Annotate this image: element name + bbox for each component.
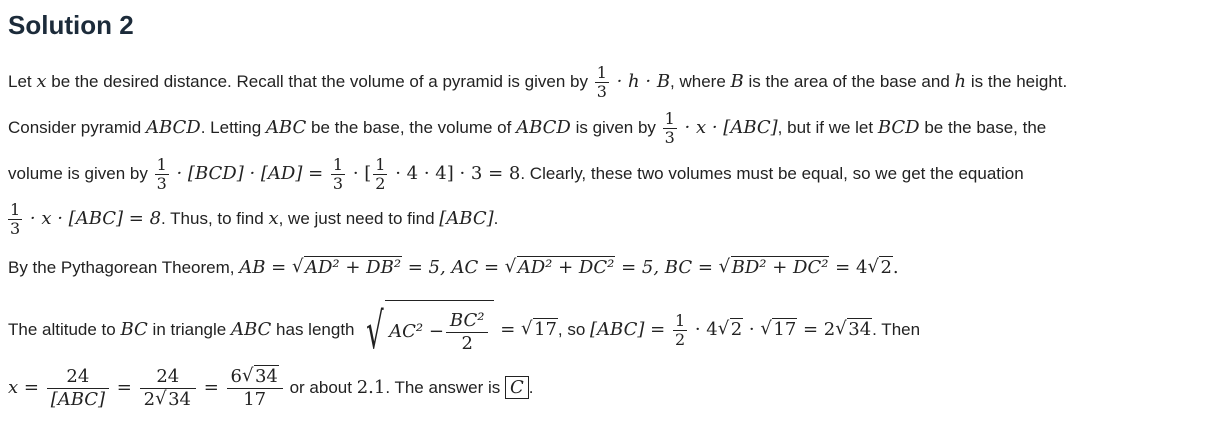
fraction-numerator: 1	[664, 109, 675, 128]
fraction	[227, 366, 283, 411]
fraction-numerator: BC²	[446, 310, 489, 333]
math-expr: ABC	[265, 116, 307, 138]
square-root	[835, 317, 872, 340]
text: is the area of the base and	[743, 71, 955, 91]
solution-heading: Solution 2	[8, 10, 134, 40]
math-expr: 2.1	[356, 377, 386, 398]
text: , but if we let	[777, 117, 878, 137]
fraction-denominator: 3	[664, 128, 675, 147]
fraction	[595, 64, 609, 101]
radical-sign: √	[760, 317, 772, 339]
math-expr: · 4 · 4] · 3 = 8	[389, 162, 521, 184]
radical-sign: √	[718, 256, 731, 277]
math-expr: ABCD	[516, 116, 571, 138]
math-expr: · [BCD] · [AD] =	[170, 162, 329, 184]
text: . Clearly, these two volumes must be equal, so we get the equation	[520, 163, 1024, 183]
answer-box: C	[505, 376, 529, 399]
text: or about	[284, 378, 357, 397]
text: . The answer is	[385, 378, 506, 397]
fraction-numerator: 24	[47, 366, 109, 389]
text: volume is given by	[8, 163, 153, 183]
text: The altitude to	[8, 319, 121, 339]
coefficient: 2	[143, 389, 156, 411]
radicand: 17	[773, 318, 797, 340]
math-expr: · h · B	[610, 70, 671, 92]
math-expr: BCD	[877, 116, 920, 138]
math-expr: =	[494, 318, 521, 340]
radicand: 34	[168, 389, 191, 411]
math-expr: [ABC] =	[590, 318, 671, 340]
fraction	[155, 156, 169, 193]
radical-sign: √	[521, 317, 533, 339]
text-line-4	[8, 201, 498, 238]
fraction-numerator	[227, 366, 283, 389]
square-root	[292, 258, 402, 278]
math-expr: [ABC]	[439, 207, 494, 229]
text-line-6	[8, 300, 920, 360]
math-expr: · 4	[689, 318, 718, 340]
fraction-denominator	[140, 389, 196, 411]
radical-sign: √	[504, 256, 517, 277]
fraction	[373, 156, 387, 193]
fraction-numerator: 1	[156, 155, 167, 174]
fraction-numerator: 1	[332, 155, 344, 174]
square-root	[521, 317, 558, 340]
radical-sign: √	[155, 388, 167, 410]
math-expr: =	[111, 377, 138, 398]
text: be the desired distance. Recall that the volume of a pyramid is given by	[46, 71, 593, 91]
fraction-denominator: 2	[375, 174, 386, 193]
math-expr: x =	[8, 377, 45, 398]
text: Consider pyramid	[8, 117, 146, 137]
math-expr: ABC	[230, 318, 272, 340]
text: is the height.	[966, 71, 1068, 91]
text: .	[493, 208, 499, 228]
math-expr: · [	[347, 162, 372, 184]
text: in triangle	[147, 319, 231, 339]
radicand: BD² + DC²	[731, 257, 829, 278]
math-var: x	[36, 70, 47, 92]
text-line-2	[8, 110, 1046, 147]
text: , where	[670, 71, 731, 91]
math-expr: = 5, AC =	[402, 257, 505, 278]
math-var: x	[268, 207, 279, 229]
square-root	[359, 300, 494, 361]
math-expr: = 4	[829, 257, 868, 278]
square-root	[867, 258, 892, 278]
radical-sign: √	[241, 365, 254, 387]
math-expr: · x · [ABC]	[678, 116, 778, 138]
text-line-5	[8, 258, 899, 278]
math-expr: AB =	[239, 257, 292, 278]
text: By the Pythagorean Theorem,	[8, 258, 240, 277]
radical-sign: √	[867, 256, 879, 277]
math-expr: AC² −	[389, 321, 444, 342]
text: . Letting	[200, 117, 266, 137]
radicand: 34	[848, 318, 872, 340]
fraction	[446, 310, 489, 355]
math-var: B	[730, 70, 744, 92]
radical-sign: √	[835, 317, 847, 339]
text: , we just need to find	[278, 208, 440, 228]
fraction	[47, 366, 109, 411]
fraction-denominator: 3	[156, 174, 167, 193]
fraction-denominator: 3	[332, 174, 344, 193]
fraction-numerator: 1	[596, 63, 607, 82]
fraction	[663, 110, 677, 147]
text-line-1	[8, 64, 1067, 101]
radicand: 34	[254, 366, 278, 388]
fraction-denominator: 3	[596, 82, 607, 101]
math-expr: .	[892, 257, 899, 278]
fraction-denominator: 17	[243, 389, 267, 411]
text: be the base, the	[919, 117, 1047, 137]
square-root	[505, 258, 616, 278]
math-expr: ·	[743, 318, 761, 340]
coefficient: 6	[230, 366, 242, 388]
radical-sign: √	[291, 256, 304, 277]
fraction	[673, 312, 687, 349]
square-root	[760, 317, 797, 340]
square-root	[155, 389, 192, 411]
math-expr: · x · [ABC] = 8	[24, 207, 162, 229]
text: . Thus, to find	[161, 208, 269, 228]
radical-sign: √	[366, 301, 384, 360]
text: Let	[8, 71, 37, 91]
square-root	[242, 366, 279, 388]
fraction	[140, 366, 196, 411]
text-line-3	[8, 156, 1024, 193]
fraction-denominator: [ABC]	[50, 389, 106, 411]
radicand: AD² + DC²	[517, 257, 615, 278]
math-var: h	[954, 70, 967, 92]
text: . Then	[872, 319, 921, 339]
radicand	[385, 300, 494, 361]
fraction-numerator: 24	[140, 366, 196, 389]
fraction-denominator: 3	[10, 219, 21, 238]
square-root	[717, 317, 743, 340]
text: is given by	[570, 117, 661, 137]
fraction-denominator: 2	[674, 330, 686, 349]
fraction-numerator: 1	[10, 200, 21, 219]
radicand: AD² + DB²	[304, 257, 402, 278]
fraction	[331, 156, 345, 193]
text-line-7	[8, 362, 534, 414]
text: has length	[271, 319, 360, 339]
radicand: 2	[880, 257, 892, 278]
fraction-denominator: 2	[461, 332, 473, 354]
radicand: 2	[730, 318, 743, 340]
math-expr: = 2	[797, 318, 836, 340]
radical-sign: √	[717, 317, 730, 339]
math-expr: = 5, BC =	[615, 257, 719, 278]
math-expr: =	[197, 377, 225, 398]
radicand: 17	[534, 318, 557, 340]
fraction-numerator: 1	[375, 155, 386, 174]
text: .	[528, 378, 534, 397]
math-expr: BC	[120, 318, 148, 340]
math-expr: ABCD	[145, 116, 201, 138]
text: , so	[557, 319, 591, 339]
text: be the base, the volume of	[306, 117, 517, 137]
fraction-numerator: 1	[674, 311, 686, 330]
square-root	[719, 258, 830, 278]
fraction	[8, 201, 22, 238]
